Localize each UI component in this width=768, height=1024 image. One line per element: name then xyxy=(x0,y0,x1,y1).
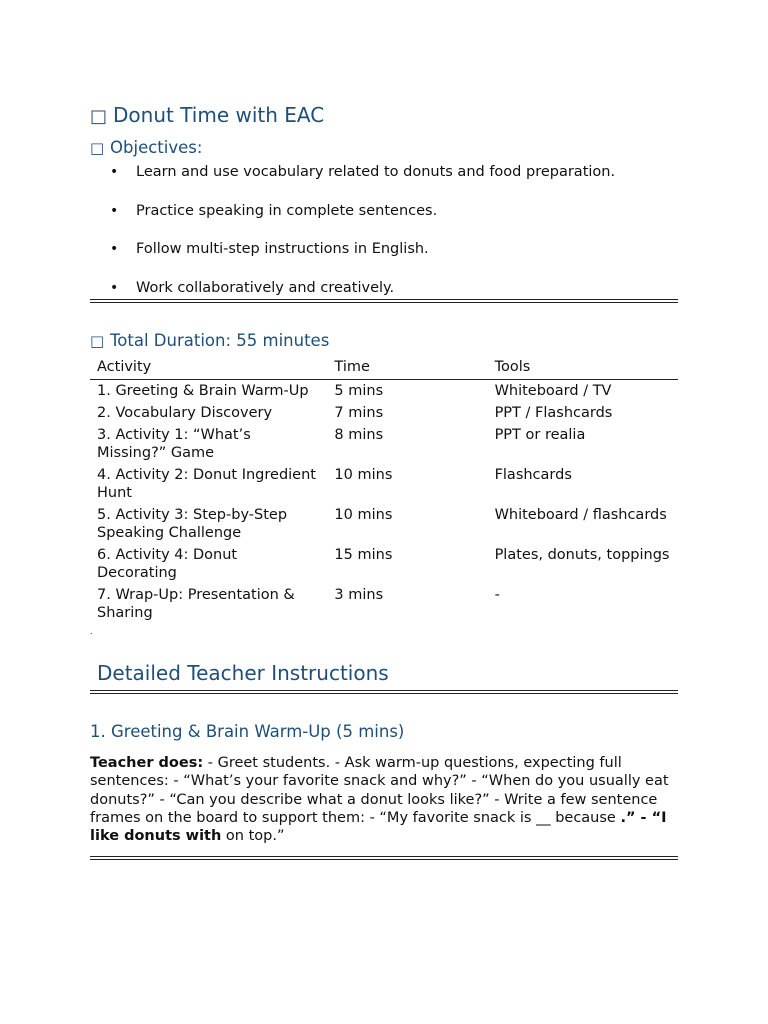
cell-tools: Plates, donuts, toppings xyxy=(494,547,670,563)
cell-tools: PPT or realia xyxy=(494,427,586,443)
missing-glyph-icon: □ xyxy=(90,139,105,157)
duration-heading xyxy=(90,330,329,352)
cell-tools: - xyxy=(494,587,500,603)
document-title xyxy=(90,102,324,130)
cell-time: 15 mins xyxy=(334,547,393,563)
step-end: on top.” xyxy=(221,828,285,845)
header-activity: Activity xyxy=(90,357,327,380)
bullet-icon: • xyxy=(110,164,119,180)
cell-time: 5 mins xyxy=(334,383,384,399)
step-instructions xyxy=(90,754,678,845)
objective-text: Follow multi-step instructions in English. xyxy=(136,241,429,258)
objective-item xyxy=(90,199,678,238)
missing-glyph-icon: □ xyxy=(90,332,105,350)
section-divider xyxy=(90,299,678,303)
cell-activity: 4. Activity 2: Donut Ingredient Hunt xyxy=(97,467,316,501)
bullet-icon: • xyxy=(110,280,119,297)
schedule-table xyxy=(90,357,678,624)
cell-tools: Whiteboard / TV xyxy=(494,383,612,399)
cell-activity: 1. Greeting & Brain Warm-Up xyxy=(97,383,309,399)
bullet-icon: • xyxy=(110,202,119,219)
objective-text: Practice speaking in complete sentences. xyxy=(136,202,438,219)
table-row xyxy=(90,402,678,424)
table-row xyxy=(90,504,678,544)
cell-tools: PPT / Flashcards xyxy=(494,405,613,421)
duration-heading-text: Total Duration: 55 minutes xyxy=(110,331,330,350)
cell-time: 10 mins xyxy=(334,507,393,523)
header-time: Time xyxy=(327,357,487,380)
table-row xyxy=(90,464,678,504)
stray-mark: . xyxy=(90,627,93,636)
cell-activity: 5. Activity 3: Step-by-Step Speaking Challenge xyxy=(97,507,288,541)
cell-time: 8 mins xyxy=(334,427,384,443)
objectives-list xyxy=(90,160,678,315)
table-row xyxy=(90,544,678,584)
objectives-heading-text: Objectives: xyxy=(110,138,203,157)
section-divider xyxy=(90,856,678,860)
table-header-row xyxy=(90,357,678,380)
objective-item xyxy=(90,276,678,315)
table-row xyxy=(90,380,678,403)
bullet-icon: • xyxy=(110,241,119,258)
step-lead: Teacher does: xyxy=(90,755,204,771)
table-row xyxy=(90,584,678,624)
objective-item xyxy=(90,160,678,199)
objective-text: Work collaboratively and creatively. xyxy=(136,280,395,297)
document-title-text: Donut Time with EAC xyxy=(113,103,325,127)
step-body: - Greet students. - Ask warm-up questions, expecting full sentences: - “What’s your favorite snack and why?” - “When do you usually eat donuts?” - “Can you describe what a donut looks like?” - Write a few sentence frames on the board to support them: - “My favorite snack is __ because xyxy=(90,755,669,826)
cell-time: 3 mins xyxy=(334,587,384,603)
cell-activity: 7. Wrap-Up: Presentation & Sharing xyxy=(97,587,295,621)
section-divider xyxy=(90,690,678,694)
missing-glyph-icon: □ xyxy=(90,106,108,127)
cell-activity: 3. Activity 1: “What’s Missing?” Game xyxy=(97,427,251,461)
objective-item xyxy=(90,237,678,276)
step-heading: 1. Greeting & Brain Warm-Up (5 mins) xyxy=(90,722,405,741)
objectives-heading xyxy=(90,137,202,159)
objective-text: Learn and use vocabulary related to donuts and food preparation. xyxy=(136,164,616,180)
section-heading: Detailed Teacher Instructions xyxy=(97,661,389,685)
header-tools: Tools xyxy=(488,357,678,380)
table-row xyxy=(90,424,678,464)
cell-time: 10 mins xyxy=(334,467,393,483)
cell-tools: Flashcards xyxy=(494,467,572,483)
cell-time: 7 mins xyxy=(334,405,384,421)
cell-tools: Whiteboard / flashcards xyxy=(494,507,667,523)
step-bold-tail: .” - “I like donuts with xyxy=(90,809,667,845)
cell-activity: 2. Vocabulary Discovery xyxy=(97,405,273,421)
cell-activity: 6. Activity 4: Donut Decorating xyxy=(97,547,238,581)
